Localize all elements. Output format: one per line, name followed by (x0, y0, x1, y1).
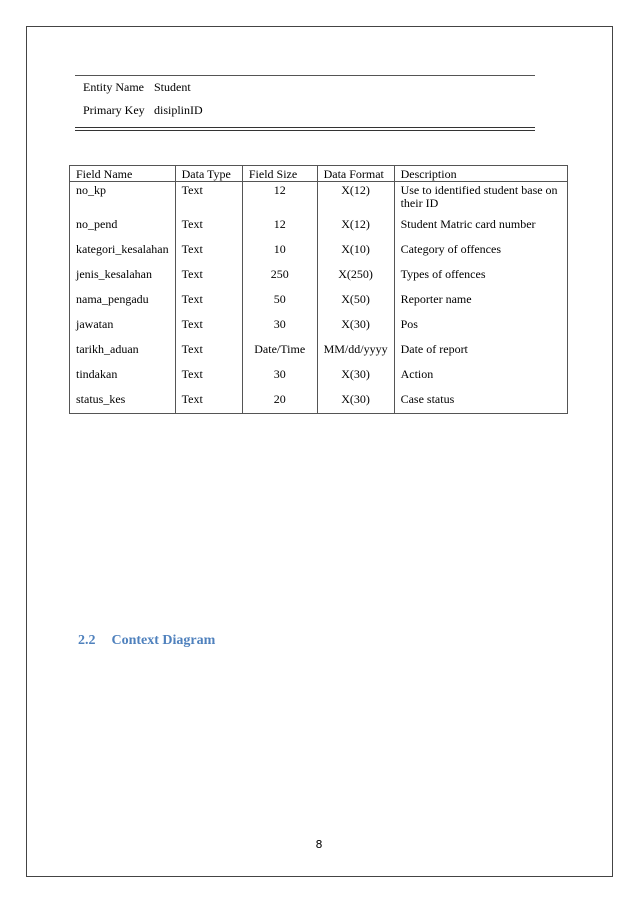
cell-data-format: X(10) (317, 241, 394, 266)
table-row (70, 316, 568, 341)
cell-data-format: X(12) (317, 216, 394, 241)
page-number: 8 (315, 838, 323, 851)
table-row (70, 241, 568, 266)
cell-data-format: X(30) (317, 366, 394, 391)
page-border (26, 26, 613, 877)
cell-data-format: X(50) (317, 291, 394, 316)
table-header-row (70, 166, 568, 182)
cell-field-name: tarikh_aduan (70, 341, 176, 366)
table-row (70, 182, 568, 217)
double-rule (75, 127, 535, 131)
cell-field-name: jenis_kesalahan (70, 266, 176, 291)
header-description: Description (394, 166, 567, 182)
cell-data-type: Text (175, 182, 242, 217)
primary-key-label: Primary Key (83, 103, 145, 117)
cell-data-format: X(30) (317, 316, 394, 341)
cell-description: Action (394, 366, 567, 391)
cell-field-size: 12 (242, 216, 317, 241)
cell-field-name: tindakan (70, 366, 176, 391)
cell-data-type: Text (175, 241, 242, 266)
primary-key-value: disiplinID (154, 103, 203, 117)
cell-field-name: no_pend (70, 216, 176, 241)
cell-field-size: 12 (242, 182, 317, 217)
cell-description: Types of offences (394, 266, 567, 291)
table-row (70, 366, 568, 391)
cell-field-size: 30 (242, 366, 317, 391)
header-field-name: Field Name (70, 166, 176, 182)
cell-data-format: MM/dd/yyyy (317, 341, 394, 366)
cell-field-name: kategori_kesalahan (70, 241, 176, 266)
cell-field-name: no_kp (70, 182, 176, 217)
cell-field-size: 20 (242, 391, 317, 414)
table-row (70, 391, 568, 414)
header-field-size: Field Size (242, 166, 317, 182)
entity-name-value: Student (154, 80, 191, 94)
cell-description: Category of offences (394, 241, 567, 266)
cell-field-size: 50 (242, 291, 317, 316)
table-row (70, 266, 568, 291)
cell-description: Reporter name (394, 291, 567, 316)
section-title: Context Diagram (111, 633, 216, 648)
cell-field-size: 10 (242, 241, 317, 266)
cell-data-type: Text (175, 341, 242, 366)
cell-description: Date of report (394, 341, 567, 366)
section-heading (78, 633, 215, 649)
data-dictionary-table (69, 165, 568, 414)
header-data-type: Data Type (175, 166, 242, 182)
cell-data-type: Text (175, 366, 242, 391)
cell-data-type: Text (175, 266, 242, 291)
entity-name-label: Entity Name (83, 80, 144, 94)
section-number: 2.2 (78, 633, 96, 648)
cell-field-name: status_kes (70, 391, 176, 414)
cell-field-name: jawatan (70, 316, 176, 341)
cell-data-type: Text (175, 391, 242, 414)
cell-field-size: 250 (242, 266, 317, 291)
primary-key-row (75, 103, 535, 117)
cell-field-name: nama_pengadu (70, 291, 176, 316)
cell-data-format: X(12) (317, 182, 394, 217)
cell-data-type: Text (175, 216, 242, 241)
cell-description: Pos (394, 316, 567, 341)
table-row (70, 216, 568, 241)
entity-summary (75, 75, 535, 131)
cell-data-format: X(250) (317, 266, 394, 291)
table-row (70, 341, 568, 366)
entity-name-row (75, 80, 535, 94)
cell-data-format: X(30) (317, 391, 394, 414)
cell-description: Student Matric card number (394, 216, 567, 241)
top-rule (75, 75, 535, 76)
cell-field-size: Date/Time (242, 341, 317, 366)
cell-data-type: Text (175, 316, 242, 341)
table-row (70, 291, 568, 316)
cell-field-size: 30 (242, 316, 317, 341)
header-data-format: Data Format (317, 166, 394, 182)
cell-description: Case status (394, 391, 567, 414)
cell-description: Use to identified student base on their ID (394, 182, 567, 217)
cell-data-type: Text (175, 291, 242, 316)
